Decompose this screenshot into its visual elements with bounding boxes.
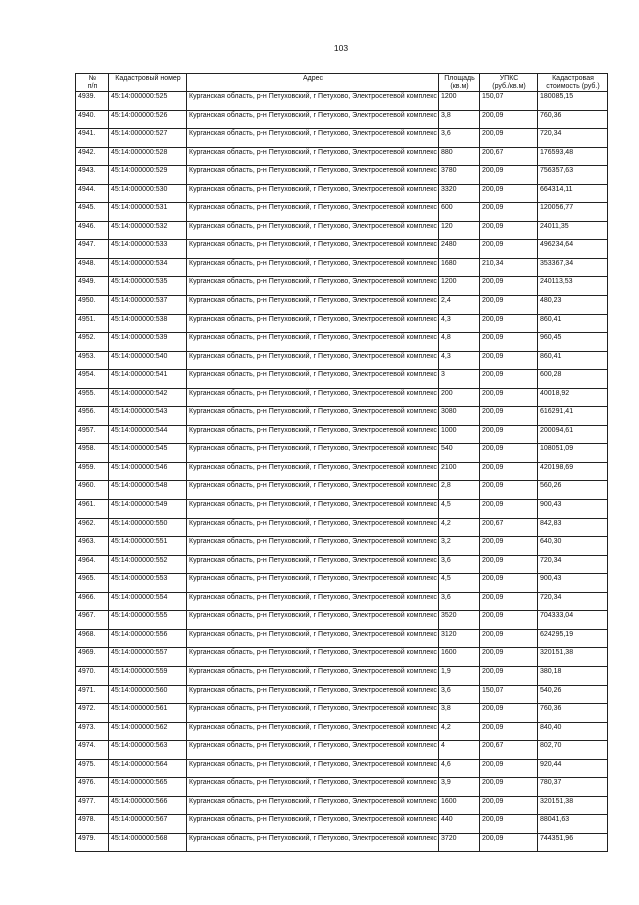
header-upks: УПКС (руб./кв.м) — [480, 74, 538, 92]
header-area: Площадь (кв.м) — [439, 74, 480, 92]
table-row — [76, 778, 608, 797]
address: Курганская область, р-н Петуховский, г Петухово, Электросетевой комплекс — [187, 277, 439, 296]
cadastral-number: 45:14:000000:550 — [109, 518, 187, 537]
cadastral-value: 744351,96 — [538, 833, 608, 852]
area: 440 — [439, 815, 480, 834]
row-number: 4973. — [76, 722, 109, 741]
area: 4,2 — [439, 518, 480, 537]
row-number: 4978. — [76, 815, 109, 834]
table-row — [76, 444, 608, 463]
cadastral-number: 45:14:000000:538 — [109, 314, 187, 333]
row-number: 4975. — [76, 759, 109, 778]
cadastral-number: 45:14:000000:552 — [109, 555, 187, 574]
cadastral-number: 45:14:000000:549 — [109, 500, 187, 519]
cadastral-value: 860,41 — [538, 314, 608, 333]
cadastral-value: 380,18 — [538, 666, 608, 685]
upks: 200,09 — [480, 370, 538, 389]
upks: 200,09 — [480, 240, 538, 259]
cadastral-value: 900,43 — [538, 500, 608, 519]
cadastral-number: 45:14:000000:555 — [109, 611, 187, 630]
area: 3,9 — [439, 778, 480, 797]
upks: 200,09 — [480, 203, 538, 222]
upks: 200,09 — [480, 833, 538, 852]
area: 3,2 — [439, 537, 480, 556]
cadastral-number: 45:14:000000:563 — [109, 741, 187, 760]
row-number: 4943. — [76, 166, 109, 185]
cadastral-number: 45:14:000000:544 — [109, 425, 187, 444]
area: 2,4 — [439, 296, 480, 315]
cadastral-number: 45:14:000000:566 — [109, 796, 187, 815]
cadastral-number: 45:14:000000:532 — [109, 221, 187, 240]
address: Курганская область, р-н Петуховский, г Петухово, Электросетевой комплекс — [187, 388, 439, 407]
row-number: 4969. — [76, 648, 109, 667]
cadastral-number: 45:14:000000:534 — [109, 258, 187, 277]
address: Курганская область, р-н Петуховский, г Петухово, Электросетевой комплекс — [187, 815, 439, 834]
cadastral-value: 664314,11 — [538, 184, 608, 203]
row-number: 4950. — [76, 296, 109, 315]
cadastral-number: 45:14:000000:528 — [109, 147, 187, 166]
table-row — [76, 333, 608, 352]
cadastral-value: 108051,09 — [538, 444, 608, 463]
row-number: 4959. — [76, 462, 109, 481]
area: 1680 — [439, 258, 480, 277]
upks: 200,09 — [480, 388, 538, 407]
row-number: 4949. — [76, 277, 109, 296]
header-address: Адрес — [187, 74, 439, 92]
row-number: 4957. — [76, 425, 109, 444]
upks: 200,09 — [480, 666, 538, 685]
area: 2480 — [439, 240, 480, 259]
upks: 200,09 — [480, 759, 538, 778]
table-row — [76, 258, 608, 277]
table-row — [76, 537, 608, 556]
address: Курганская область, р-н Петуховский, г Петухово, Электросетевой комплекс — [187, 351, 439, 370]
address: Курганская область, р-н Петуховский, г Петухово, Электросетевой комплекс — [187, 537, 439, 556]
cadastral-value: 760,36 — [538, 704, 608, 723]
table-row — [76, 296, 608, 315]
row-number: 4974. — [76, 741, 109, 760]
area: 1200 — [439, 92, 480, 111]
table-row — [76, 574, 608, 593]
cadastral-value: 616291,41 — [538, 407, 608, 426]
address: Курганская область, р-н Петуховский, г Петухово, Электросетевой комплекс — [187, 110, 439, 129]
address: Курганская область, р-н Петуховский, г Петухово, Электросетевой комплекс — [187, 240, 439, 259]
row-number: 4964. — [76, 555, 109, 574]
area: 3080 — [439, 407, 480, 426]
cadastral-number: 45:14:000000:533 — [109, 240, 187, 259]
table-row — [76, 314, 608, 333]
upks: 200,09 — [480, 555, 538, 574]
address: Курганская область, р-н Петуховский, г Петухово, Электросетевой комплекс — [187, 666, 439, 685]
address: Курганская область, р-н Петуховский, г Петухово, Электросетевой комплекс — [187, 574, 439, 593]
table-row — [76, 759, 608, 778]
row-number: 4971. — [76, 685, 109, 704]
upks: 200,09 — [480, 500, 538, 519]
table-row — [76, 648, 608, 667]
address: Курганская область, р-н Петуховский, г Петухово, Электросетевой комплекс — [187, 722, 439, 741]
area: 1600 — [439, 796, 480, 815]
cadastral-value: 640,30 — [538, 537, 608, 556]
cadastral-value: 842,83 — [538, 518, 608, 537]
area: 1200 — [439, 277, 480, 296]
area: 4 — [439, 741, 480, 760]
upks: 200,09 — [480, 407, 538, 426]
cadastral-number: 45:14:000000:567 — [109, 815, 187, 834]
table-row — [76, 796, 608, 815]
upks: 200,09 — [480, 796, 538, 815]
address: Курганская область, р-н Петуховский, г Петухово, Электросетевой комплекс — [187, 778, 439, 797]
upks: 200,09 — [480, 722, 538, 741]
area: 4,3 — [439, 314, 480, 333]
address: Курганская область, р-н Петуховский, г Петухово, Электросетевой комплекс — [187, 147, 439, 166]
cadastral-value: 900,43 — [538, 574, 608, 593]
table-row — [76, 685, 608, 704]
area: 3,6 — [439, 685, 480, 704]
cadastral-value: 920,44 — [538, 759, 608, 778]
table-row — [76, 277, 608, 296]
address: Курганская область, р-н Петуховский, г Петухово, Электросетевой комплекс — [187, 221, 439, 240]
cadastral-number: 45:14:000000:527 — [109, 129, 187, 148]
area: 3320 — [439, 184, 480, 203]
row-number: 4968. — [76, 629, 109, 648]
cadastral-number: 45:14:000000:535 — [109, 277, 187, 296]
table-row — [76, 555, 608, 574]
row-number: 4939. — [76, 92, 109, 111]
area: 4,8 — [439, 333, 480, 352]
area: 880 — [439, 147, 480, 166]
cadastral-number: 45:14:000000:542 — [109, 388, 187, 407]
area: 3,8 — [439, 110, 480, 129]
area: 3,6 — [439, 592, 480, 611]
header-cadastral-number: Кадастровый номер — [109, 74, 187, 92]
address: Курганская область, р-н Петуховский, г Петухово, Электросетевой комплекс — [187, 518, 439, 537]
cadastral-value: 802,70 — [538, 741, 608, 760]
upks: 200,09 — [480, 462, 538, 481]
address: Курганская область, р-н Петуховский, г Петухово, Электросетевой комплекс — [187, 314, 439, 333]
table-row — [76, 462, 608, 481]
cadastral-value: 600,28 — [538, 370, 608, 389]
upks: 200,09 — [480, 444, 538, 463]
address: Курганская область, р-н Петуховский, г Петухово, Электросетевой комплекс — [187, 203, 439, 222]
cadastral-number: 45:14:000000:529 — [109, 166, 187, 185]
area: 4,2 — [439, 722, 480, 741]
address: Курганская область, р-н Петуховский, г Петухово, Электросетевой комплекс — [187, 500, 439, 519]
upks: 200,09 — [480, 425, 538, 444]
cadastral-value: 496234,64 — [538, 240, 608, 259]
cadastral-value: 320151,38 — [538, 648, 608, 667]
row-number: 4942. — [76, 147, 109, 166]
cadastral-number: 45:14:000000:537 — [109, 296, 187, 315]
upks: 200,67 — [480, 518, 538, 537]
row-number: 4948. — [76, 258, 109, 277]
header-cadastral-value: Кадастровая стоимость (руб.) — [538, 74, 608, 92]
cadastral-number: 45:14:000000:545 — [109, 444, 187, 463]
table-row — [76, 147, 608, 166]
cadastral-value: 960,45 — [538, 333, 608, 352]
area: 4,5 — [439, 500, 480, 519]
row-number: 4962. — [76, 518, 109, 537]
area: 600 — [439, 203, 480, 222]
cadastral-number: 45:14:000000:568 — [109, 833, 187, 852]
area: 1000 — [439, 425, 480, 444]
table-row — [76, 184, 608, 203]
area: 1600 — [439, 648, 480, 667]
area: 3720 — [439, 833, 480, 852]
upks: 200,09 — [480, 314, 538, 333]
cadastral-value: 624295,19 — [538, 629, 608, 648]
cadastral-value: 704333,04 — [538, 611, 608, 630]
cadastral-value: 540,26 — [538, 685, 608, 704]
table-row — [76, 704, 608, 723]
table-header-row — [76, 74, 608, 92]
table-row — [76, 518, 608, 537]
cadastral-value: 840,40 — [538, 722, 608, 741]
table-row — [76, 351, 608, 370]
cadastral-number: 45:14:000000:539 — [109, 333, 187, 352]
upks: 200,09 — [480, 611, 538, 630]
row-number: 4955. — [76, 388, 109, 407]
table-row — [76, 129, 608, 148]
table-row — [76, 221, 608, 240]
row-number: 4951. — [76, 314, 109, 333]
address: Курганская область, р-н Петуховский, г Петухово, Электросетевой комплекс — [187, 796, 439, 815]
upks: 210,34 — [480, 258, 538, 277]
address: Курганская область, р-н Петуховский, г Петухово, Электросетевой комплекс — [187, 833, 439, 852]
row-number: 4954. — [76, 370, 109, 389]
area: 540 — [439, 444, 480, 463]
address: Курганская область, р-н Петуховский, г Петухово, Электросетевой комплекс — [187, 184, 439, 203]
page-number: 103 — [333, 43, 349, 53]
cadastral-value: 180085,15 — [538, 92, 608, 111]
cadastral-value: 480,23 — [538, 296, 608, 315]
cadastral-number: 45:14:000000:554 — [109, 592, 187, 611]
row-number: 4953. — [76, 351, 109, 370]
cadastral-value: 200094,61 — [538, 425, 608, 444]
cadastral-number: 45:14:000000:557 — [109, 648, 187, 667]
row-number: 4952. — [76, 333, 109, 352]
address: Курганская область, р-н Петуховский, г Петухово, Электросетевой комплекс — [187, 166, 439, 185]
address: Курганская область, р-н Петуховский, г Петухово, Электросетевой комплекс — [187, 592, 439, 611]
row-number: 4965. — [76, 574, 109, 593]
cadastral-number: 45:14:000000:541 — [109, 370, 187, 389]
table-row — [76, 110, 608, 129]
row-number: 4966. — [76, 592, 109, 611]
cadastral-value: 720,34 — [538, 129, 608, 148]
area: 3120 — [439, 629, 480, 648]
cadastral-number: 45:14:000000:556 — [109, 629, 187, 648]
cadastral-value: 353367,34 — [538, 258, 608, 277]
upks: 200,09 — [480, 110, 538, 129]
address: Курганская область, р-н Петуховский, г Петухово, Электросетевой комплекс — [187, 704, 439, 723]
row-number: 4963. — [76, 537, 109, 556]
cadastral-number: 45:14:000000:551 — [109, 537, 187, 556]
row-number: 4961. — [76, 500, 109, 519]
cadastral-number: 45:14:000000:565 — [109, 778, 187, 797]
upks: 200,09 — [480, 778, 538, 797]
upks: 200,09 — [480, 815, 538, 834]
upks: 200,09 — [480, 592, 538, 611]
area: 3,6 — [439, 555, 480, 574]
address: Курганская область, р-н Петуховский, г Петухово, Электросетевой комплекс — [187, 611, 439, 630]
table-row — [76, 592, 608, 611]
address: Курганская область, р-н Петуховский, г Петухово, Электросетевой комплекс — [187, 741, 439, 760]
address: Курганская область, р-н Петуховский, г Петухово, Электросетевой комплекс — [187, 425, 439, 444]
cadastral-value: 24011,35 — [538, 221, 608, 240]
cadastral-number: 45:14:000000:553 — [109, 574, 187, 593]
cadastral-value: 88041,63 — [538, 815, 608, 834]
table-row — [76, 666, 608, 685]
cadastral-number: 45:14:000000:546 — [109, 462, 187, 481]
address: Курганская область, р-н Петуховский, г Петухово, Электросетевой комплекс — [187, 685, 439, 704]
cadastral-number: 45:14:000000:530 — [109, 184, 187, 203]
area: 3520 — [439, 611, 480, 630]
cadastral-value: 720,34 — [538, 555, 608, 574]
cadastral-value: 560,26 — [538, 481, 608, 500]
area: 3,6 — [439, 129, 480, 148]
cadastral-number: 45:14:000000:525 — [109, 92, 187, 111]
upks: 200,67 — [480, 741, 538, 760]
cadastral-value: 240113,53 — [538, 277, 608, 296]
address: Курганская область, р-н Петуховский, г Петухово, Электросетевой комплекс — [187, 629, 439, 648]
row-number: 4979. — [76, 833, 109, 852]
cadastral-number: 45:14:000000:543 — [109, 407, 187, 426]
upks: 200,09 — [480, 333, 538, 352]
table-row — [76, 407, 608, 426]
cadastral-number: 45:14:000000:559 — [109, 666, 187, 685]
cadastral-number: 45:14:000000:540 — [109, 351, 187, 370]
area: 4,3 — [439, 351, 480, 370]
area: 2100 — [439, 462, 480, 481]
cadastral-number: 45:14:000000:561 — [109, 704, 187, 723]
upks: 200,09 — [480, 277, 538, 296]
cadastral-value: 756357,63 — [538, 166, 608, 185]
row-number: 4941. — [76, 129, 109, 148]
upks: 200,09 — [480, 351, 538, 370]
cadastral-number: 45:14:000000:531 — [109, 203, 187, 222]
upks: 200,09 — [480, 481, 538, 500]
table-row — [76, 611, 608, 630]
address: Курганская область, р-н Петуховский, г Петухово, Электросетевой комплекс — [187, 296, 439, 315]
address: Курганская область, р-н Петуховский, г Петухово, Электросетевой комплекс — [187, 462, 439, 481]
cadastral-value-table — [75, 73, 608, 852]
address: Курганская область, р-н Петуховский, г Петухово, Электросетевой комплекс — [187, 129, 439, 148]
row-number: 4972. — [76, 704, 109, 723]
address: Курганская область, р-н Петуховский, г Петухово, Электросетевой комплекс — [187, 444, 439, 463]
upks: 200,09 — [480, 166, 538, 185]
cadastral-value: 40018,92 — [538, 388, 608, 407]
upks: 200,09 — [480, 221, 538, 240]
table-row — [76, 481, 608, 500]
row-number: 4960. — [76, 481, 109, 500]
table-row — [76, 370, 608, 389]
cadastral-number: 45:14:000000:564 — [109, 759, 187, 778]
address: Курганская область, р-н Петуховский, г Петухово, Электросетевой комплекс — [187, 407, 439, 426]
address: Курганская область, р-н Петуховский, г Петухово, Электросетевой комплекс — [187, 481, 439, 500]
cadastral-value: 176593,48 — [538, 147, 608, 166]
cadastral-value: 860,41 — [538, 351, 608, 370]
area: 2,8 — [439, 481, 480, 500]
upks: 200,09 — [480, 629, 538, 648]
address: Курганская область, р-н Петуховский, г Петухово, Электросетевой комплекс — [187, 333, 439, 352]
table-row — [76, 92, 608, 111]
upks: 200,09 — [480, 574, 538, 593]
address: Курганская область, р-н Петуховский, г Петухово, Электросетевой комплекс — [187, 648, 439, 667]
upks: 200,09 — [480, 296, 538, 315]
area: 120 — [439, 221, 480, 240]
cadastral-value: 760,36 — [538, 110, 608, 129]
table-row — [76, 240, 608, 259]
area: 3780 — [439, 166, 480, 185]
cadastral-number: 45:14:000000:560 — [109, 685, 187, 704]
address: Курганская область, р-н Петуховский, г Петухово, Электросетевой комплекс — [187, 370, 439, 389]
cadastral-value: 120056,77 — [538, 203, 608, 222]
area: 4,6 — [439, 759, 480, 778]
area: 1,9 — [439, 666, 480, 685]
cadastral-value: 720,34 — [538, 592, 608, 611]
table-row — [76, 815, 608, 834]
upks: 200,09 — [480, 129, 538, 148]
area: 4,5 — [439, 574, 480, 593]
upks: 150,07 — [480, 92, 538, 111]
row-number: 4976. — [76, 778, 109, 797]
cadastral-number: 45:14:000000:562 — [109, 722, 187, 741]
upks: 200,09 — [480, 537, 538, 556]
row-number: 4944. — [76, 184, 109, 203]
row-number: 4946. — [76, 221, 109, 240]
area: 3,8 — [439, 704, 480, 723]
row-number: 4940. — [76, 110, 109, 129]
table-row — [76, 833, 608, 852]
address: Курганская область, р-н Петуховский, г Петухово, Электросетевой комплекс — [187, 92, 439, 111]
row-number: 4967. — [76, 611, 109, 630]
area: 200 — [439, 388, 480, 407]
cadastral-value: 420198,69 — [538, 462, 608, 481]
upks: 200,09 — [480, 184, 538, 203]
table-row — [76, 425, 608, 444]
table-row — [76, 629, 608, 648]
row-number: 4947. — [76, 240, 109, 259]
upks: 200,09 — [480, 648, 538, 667]
table-row — [76, 203, 608, 222]
row-number: 4945. — [76, 203, 109, 222]
table-row — [76, 722, 608, 741]
table-row — [76, 500, 608, 519]
upks: 150,07 — [480, 685, 538, 704]
cadastral-value: 320151,38 — [538, 796, 608, 815]
row-number: 4956. — [76, 407, 109, 426]
row-number: 4958. — [76, 444, 109, 463]
row-number: 4970. — [76, 666, 109, 685]
area: 3 — [439, 370, 480, 389]
table-body — [76, 92, 608, 852]
cadastral-number: 45:14:000000:548 — [109, 481, 187, 500]
upks: 200,09 — [480, 704, 538, 723]
table-row — [76, 388, 608, 407]
address: Курганская область, р-н Петуховский, г Петухово, Электросетевой комплекс — [187, 555, 439, 574]
cadastral-number: 45:14:000000:526 — [109, 110, 187, 129]
address: Курганская область, р-н Петуховский, г Петухово, Электросетевой комплекс — [187, 258, 439, 277]
upks: 200,67 — [480, 147, 538, 166]
address: Курганская область, р-н Петуховский, г Петухово, Электросетевой комплекс — [187, 759, 439, 778]
row-number: 4977. — [76, 796, 109, 815]
table-row — [76, 741, 608, 760]
cadastral-value: 780,37 — [538, 778, 608, 797]
header-row-number: № п/п — [76, 74, 109, 92]
table-row — [76, 166, 608, 185]
